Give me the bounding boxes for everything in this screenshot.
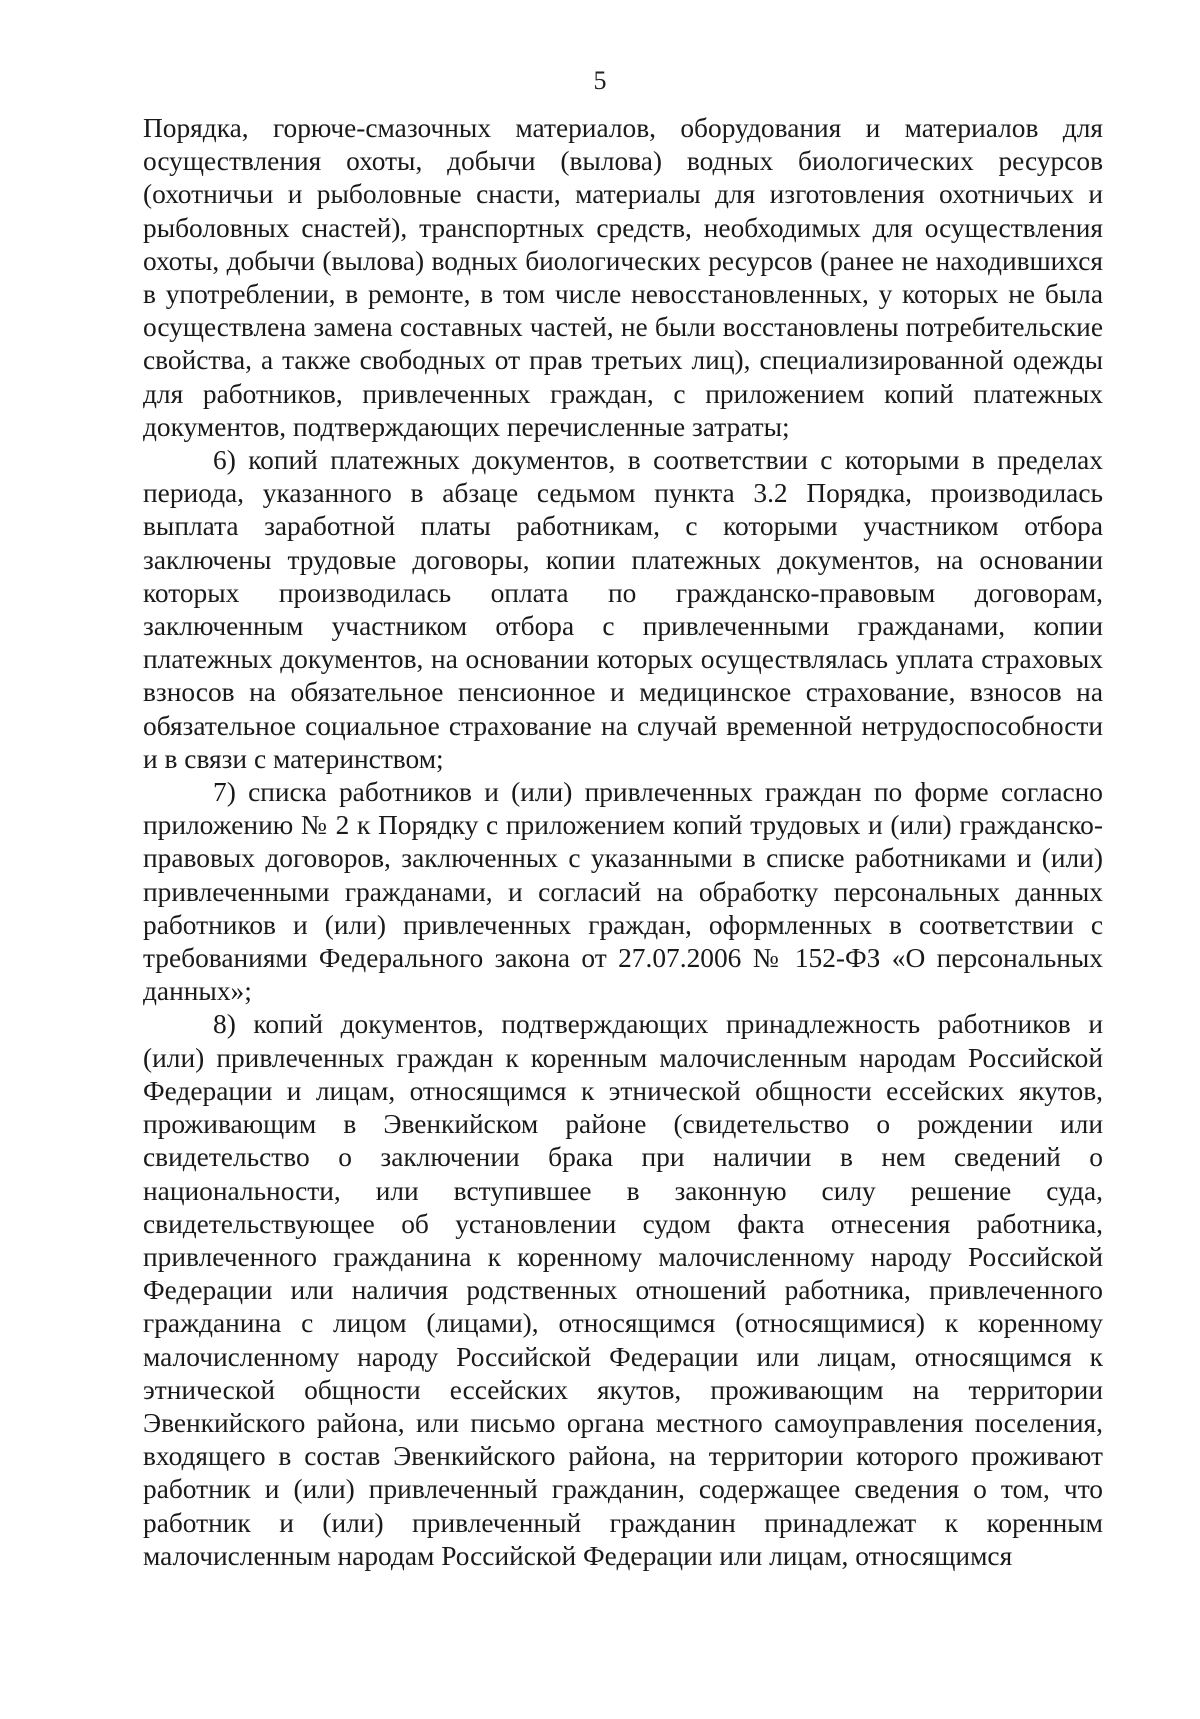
document-body (143, 112, 1103, 1573)
paragraph-continuation: Порядка, горюче-смазочных материалов, оборудования и материалов для осуществления охоты, добычи (вылова) водных биологических ресурсов (охотничьи и рыболовные снасти, материалы для изготовления охотничьих и рыболовных снастей), транспортных средств, необходимых для осуществления охоты, добычи (вылова) водных биологических ресурсов (ранее не находившихся в употреблении, в ремонте, в том числе невосстановленных, у которых не была осуществлена замена составных частей, не были восстановлены потребительские свойства, а также свободных от прав третьих лиц), специализированной одежды для работников, привлеченных граждан, с приложением копий платежных документов, подтверждающих перечисленные затраты; (143, 113, 1103, 442)
paragraph-item-6: 6) копий платежных документов, в соответствии с которыми в пределах периода, указанного в абзаце седьмом пункта 3.2 Порядка, производилась выплата заработной платы работникам, с которыми участником отбора заключены трудовые договоры, копии платежных документов, на основании которых производилась оплата по гражданско-правовым договорам, заключенным участником отбора с привлеченными гражданами, копии платежных документов, на основании которых осуществлялась уплата страховых взносов на обязательное пенсионное и медицинское страхование, взносов на обязательное социальное страхование на случай временной нетрудоспособности и в связи с материнством; (143, 445, 1103, 774)
page-number: 5 (593, 66, 607, 95)
paragraph-item-8: 8) копий документов, подтверждающих принадлежность работников и (или) привлеченных граждан к коренным малочисленным народам Российской Федерации и лицам, относящимся к этнической общности ессейских якутов, проживающим в Эвенкийском районе (свидетельство о рождении или свидетельство о заключении брака при наличии в нем сведений о национальности, или вступившее в законную силу решение суда, свидетельствующее об установлении судом факта отнесения работника, привлеченного гражданина к коренному малочисленному народу Российской Федерации или наличия родственных отношений работника, привлеченного гражданина с лицом (лицами), относящимся (относящимися) к коренному малочисленному народу Российской Федерации или лицам, относящимся к этнической общности ессейских якутов, проживающим на территории Эвенкийского района, или письмо органа местного самоуправления поселения, входящего в состав Эвенкийского района, на территории которого проживают работник и (или) привлеченный гражданин, содержащее сведения о том, что работник и (или) привлеченный гражданин принадлежат к коренным малочисленным народам Российской Федерации или лицам, относящимся (143, 1009, 1103, 1571)
paragraph-item-7: 7) списка работников и (или) привлеченных граждан по форме согласно приложению № 2 к Порядку с приложением копий трудовых и (или) гражданско-правовых договоров, заключенных с указанными в списке работниками и (или) привлеченными гражданами, и согласий на обработку персональных данных работников и (или) привлеченных граждан, оформленных в соответствии с требованиями Федерального закона от 27.07.2006 № 152-ФЗ «О персональных данных»; (143, 777, 1103, 1007)
